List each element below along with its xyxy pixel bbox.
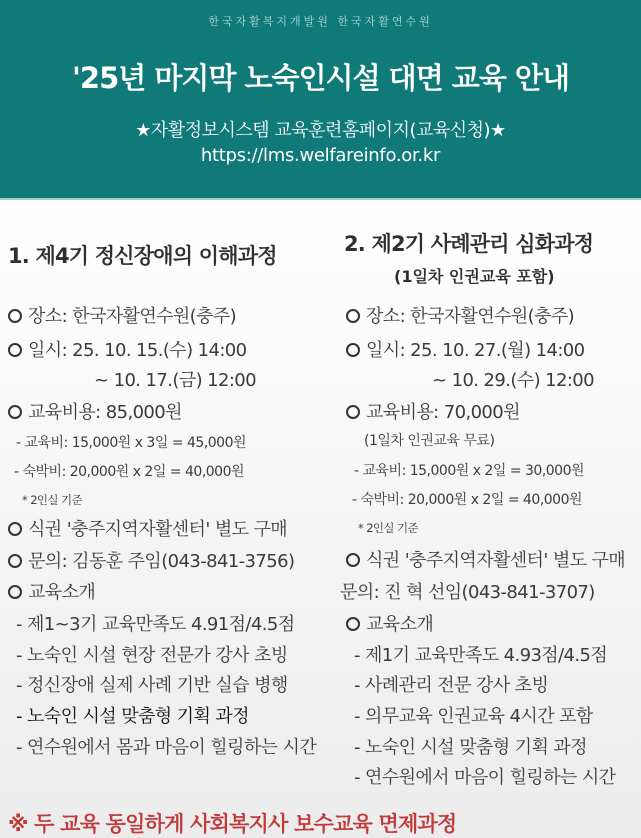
course2-cost-free: (1일차 인권교육 무료) xyxy=(364,433,495,449)
course1-intro-item: - 제1~3기 교육만족도 4.91점/4.5점 xyxy=(16,614,295,635)
course1-meal: 식권 '충주지역자활센터' 별도 구매 xyxy=(8,515,287,541)
organizations: 한국자활복지개발원 한국자활연수원 xyxy=(208,15,433,28)
course1-intro-item: - 노숙인 시설 현장 전문가 강사 초빙 xyxy=(16,645,288,666)
course1-intro-item: - 연수원에서 몸과 마음이 힐링하는 시간 xyxy=(16,737,317,758)
header-banner xyxy=(0,0,641,200)
course2-cost-lodging: - 숙박비: 20,000원 x 2일 = 40,000원 xyxy=(352,492,583,508)
course1-cost: 교육비용: 85,000원 xyxy=(8,398,182,424)
course2-intro-item: - 사례관리 전문 강사 초빙 xyxy=(354,675,549,696)
course2-date-start: 일시: 25. 10. 27.(월) 14:00 xyxy=(346,336,585,362)
course1-contact: 문의: 김동훈 주임(043-841-3756) xyxy=(8,547,294,573)
course2-cost: 교육비용: 70,000원 xyxy=(346,398,520,424)
course2-contact: 문의: 진 혁 선임(043-841-3707) xyxy=(340,582,595,603)
course1-intro-item: - 정신장애 실제 사례 기반 실습 병행 xyxy=(16,675,288,696)
course2-intro-label: 교육소개 xyxy=(346,610,433,636)
course2-intro-item: - 노숙인 시설 맞춤형 기획 과정 xyxy=(354,737,587,758)
registration-subtitle: ★자활정보시스템 교육훈련홈페이지(교육신청)★ xyxy=(135,120,506,141)
course1-cost-note: * 2인실 기준 xyxy=(22,493,83,507)
course1-title: 1. 제4기 정신장애의 이해과정 xyxy=(8,244,277,268)
course2-date-end: ~ 10. 29.(수) 12:00 xyxy=(432,370,595,391)
circle-bullet-icon xyxy=(346,617,360,631)
page-title: '25년 마지막 노숙인시설 대면 교육 안내 xyxy=(72,61,569,95)
course2-title: 2. 제2기 사례관리 심화과정 xyxy=(344,232,594,256)
course2-cost-note: * 2인실 기준 xyxy=(358,521,419,535)
course1-date-end: ~ 10. 17.(금) 12:00 xyxy=(94,370,257,391)
course1-place: 장소: 한국자활연수원(충주) xyxy=(8,302,236,328)
circle-bullet-icon xyxy=(8,585,22,599)
course1-intro-label: 교육소개 xyxy=(8,578,95,604)
circle-bullet-icon xyxy=(8,309,22,323)
course2-place: 장소: 한국자활연수원(충주) xyxy=(346,302,574,328)
course1-intro-item: - 노숙인 시설 맞춤형 기획 과정 xyxy=(16,706,249,727)
exemption-note: ※ 두 교육 동일하게 사회복지사 보수교육 면제과정 xyxy=(8,812,457,836)
course2-intro-item: - 제1기 교육만족도 4.93점/4.5점 xyxy=(354,645,608,666)
circle-bullet-icon xyxy=(8,343,22,357)
course2-meal: 식권 '충주지역자활센터' 별도 구매 xyxy=(346,546,625,572)
course2-intro-item: - 연수원에서 마음이 힐링하는 시간 xyxy=(354,767,616,788)
course2-intro-item: - 의무교육 인권교육 4시간 포함 xyxy=(354,706,593,727)
circle-bullet-icon xyxy=(346,405,360,419)
circle-bullet-icon xyxy=(8,554,22,568)
course1-cost-edu: - 교육비: 15,000원 x 3일 = 45,000원 xyxy=(16,435,247,451)
circle-bullet-icon xyxy=(346,553,360,567)
circle-bullet-icon xyxy=(8,405,22,419)
course2-cost-edu: - 교육비: 15,000원 x 2일 = 30,000원 xyxy=(354,463,585,479)
course1-date-start: 일시: 25. 10. 15.(수) 14:00 xyxy=(8,336,247,362)
circle-bullet-icon xyxy=(8,522,22,536)
course2-subtitle: (1일차 인권교육 포함) xyxy=(394,267,555,286)
course1-cost-lodging: - 숙박비: 20,000원 x 2일 = 40,000원 xyxy=(14,464,245,480)
circle-bullet-icon xyxy=(346,309,360,323)
registration-url[interactable]: https://lms.welfareinfo.or.kr xyxy=(200,145,441,166)
circle-bullet-icon xyxy=(346,343,360,357)
